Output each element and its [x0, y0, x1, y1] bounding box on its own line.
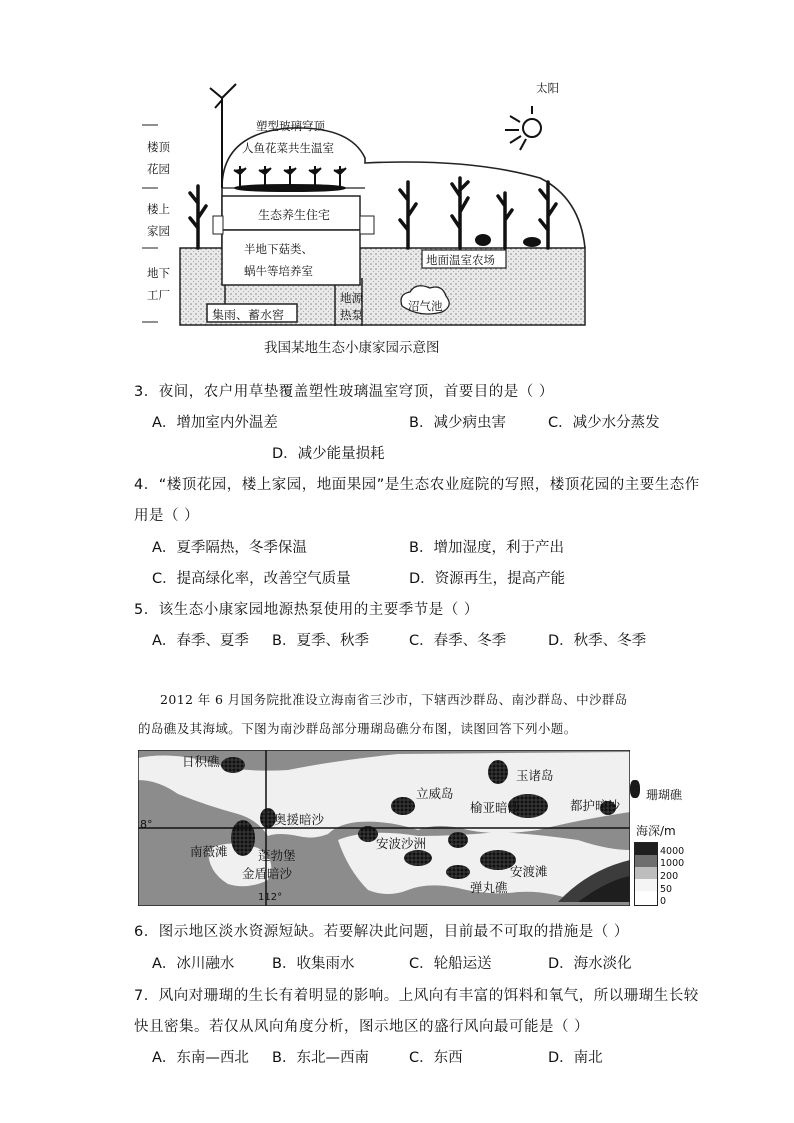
island-nanwei: 南薇滩 — [190, 844, 228, 859]
underground-factory-label: 地下 工厂 — [147, 266, 170, 302]
island-yuya: 榆亚暗沙 — [470, 800, 521, 815]
q7-option-a[interactable]: A．东南—西北 — [152, 1050, 249, 1066]
coral-legend-swatch — [630, 780, 640, 798]
q6-stem: 6．图示地区淡水资源短缺。若要解决此问题，目前最不可取的措施是（ ） — [134, 924, 629, 940]
depth-200: 200 — [660, 871, 679, 882]
greenhouse-label: 人鱼花菜共生温室 — [242, 141, 334, 155]
q7-option-b[interactable]: B．东北—西南 — [272, 1050, 369, 1066]
residence-label: 生态养生住宅 — [258, 208, 331, 222]
farm-label: 地面温室农场 — [426, 253, 495, 267]
depth-50: 50 — [660, 884, 673, 895]
biogas-label: 沼气池 — [408, 299, 443, 313]
figure-caption: 我国某地生态小康家园示意图 — [264, 340, 440, 356]
q4-option-b[interactable]: B．增加湿度，利于产出 — [409, 540, 564, 556]
island-andu: 安渡滩 — [510, 864, 548, 879]
q6-option-b[interactable]: B．收集雨水 — [272, 956, 355, 972]
q3-option-a[interactable]: A．增加室内外温差 — [152, 415, 278, 431]
eco-house-drawing — [140, 78, 600, 338]
island-aoyuan: 奥援暗沙 — [274, 812, 325, 827]
q7-stem-line2: 快且密集。若仅从风向角度分析，图示地区的盛行风向最可能是（ ） — [134, 1019, 590, 1035]
depth-1000: 1000 — [660, 858, 685, 869]
sun-label: 太阳 — [536, 81, 559, 95]
island-rijijiao: 日积礁 — [182, 754, 220, 769]
heatpump-label: 地源 热泵 — [340, 291, 363, 322]
q3-stem: 3．夜间，农户用草垫覆盖塑性玻璃温室穹顶，首要目的是（ ） — [134, 384, 554, 400]
nansha-map-drawing — [138, 750, 630, 906]
island-jindun: 金盾暗沙 — [242, 866, 293, 881]
q4-stem-line2: 用是（ ） — [134, 508, 200, 524]
q3-option-d[interactable]: D．减少能量损耗 — [272, 446, 385, 462]
passage-line2: 的岛礁及其海域。下图为南沙群岛部分珊瑚岛礁分布图，读图回答下列小题。 — [138, 721, 577, 736]
depth-4000: 4000 — [660, 846, 685, 857]
q6-option-c[interactable]: C．轮船运送 — [409, 956, 492, 972]
island-danwan: 弹丸礁 — [470, 880, 508, 895]
island-pengbo: 蓬勃堡 — [258, 848, 296, 863]
q4-option-c[interactable]: C．提高绿化率，改善空气质量 — [152, 571, 351, 587]
eco-house-diagram — [140, 78, 600, 338]
depth-legend — [634, 842, 658, 906]
q5-option-d[interactable]: D．秋季、冬季 — [548, 633, 647, 649]
q6-option-a[interactable]: A．冰川融水 — [152, 956, 235, 972]
island-anbo: 安波沙洲 — [376, 836, 427, 851]
passage-line1: 2012 年 6 月国务院批准设立海南省三沙市，下辖西沙群岛、南沙群岛、中沙群岛 — [160, 692, 628, 707]
q5-stem: 5．该生态小康家园地源热泵使用的主要季节是（ ） — [134, 602, 479, 618]
q3-option-c[interactable]: C．减少水分蒸发 — [548, 415, 660, 431]
latitude-label: 8° — [140, 818, 153, 831]
q4-option-d[interactable]: D．资源再生，提高产能 — [409, 571, 566, 587]
coral-legend-label: 珊瑚礁 — [646, 788, 683, 802]
q4-stem-line1: 4．“楼顶花园，楼上家园，地面果园”是生态农业庭院的写照，楼顶花园的主要生态作 — [134, 477, 700, 493]
q5-option-a[interactable]: A．春季、夏季 — [152, 633, 249, 649]
q5-option-c[interactable]: C．春季、冬季 — [409, 633, 507, 649]
island-duhu: 都护暗沙 — [570, 798, 621, 813]
q3-option-b[interactable]: B．减少病虫害 — [409, 415, 506, 431]
q7-stem-line1: 7．风向对珊瑚的生长有着明显的影响。上风向有丰富的饵料和氧气，所以珊瑚生长较 — [134, 988, 699, 1004]
dome-label: 塑型玻璃穹顶 — [256, 119, 325, 133]
island-yuzhu: 玉诸岛 — [516, 768, 554, 783]
q6-option-d[interactable]: D．海水淡化 — [548, 956, 632, 972]
upstairs-home-label: 楼上 家园 — [147, 202, 170, 238]
q7-option-d[interactable]: D．南北 — [548, 1050, 603, 1066]
q4-option-a[interactable]: A．夏季隔热，冬季保温 — [152, 540, 307, 556]
longitude-label: 112° — [258, 892, 283, 903]
depth-0: 0 — [660, 896, 667, 907]
rainwater-label: 集雨、蓄水窖 — [212, 308, 285, 322]
basement-label: 半地下菇类、 蜗牛等培养室 — [244, 242, 313, 278]
rooftop-garden-label: 楼顶 花园 — [147, 140, 170, 176]
q7-option-c[interactable]: C．东西 — [409, 1050, 463, 1066]
island-liwei: 立威岛 — [416, 786, 454, 801]
nansha-map — [138, 750, 630, 906]
q5-option-b[interactable]: B．夏季、秋季 — [272, 633, 369, 649]
depth-legend-title: 海深/m — [636, 824, 676, 838]
